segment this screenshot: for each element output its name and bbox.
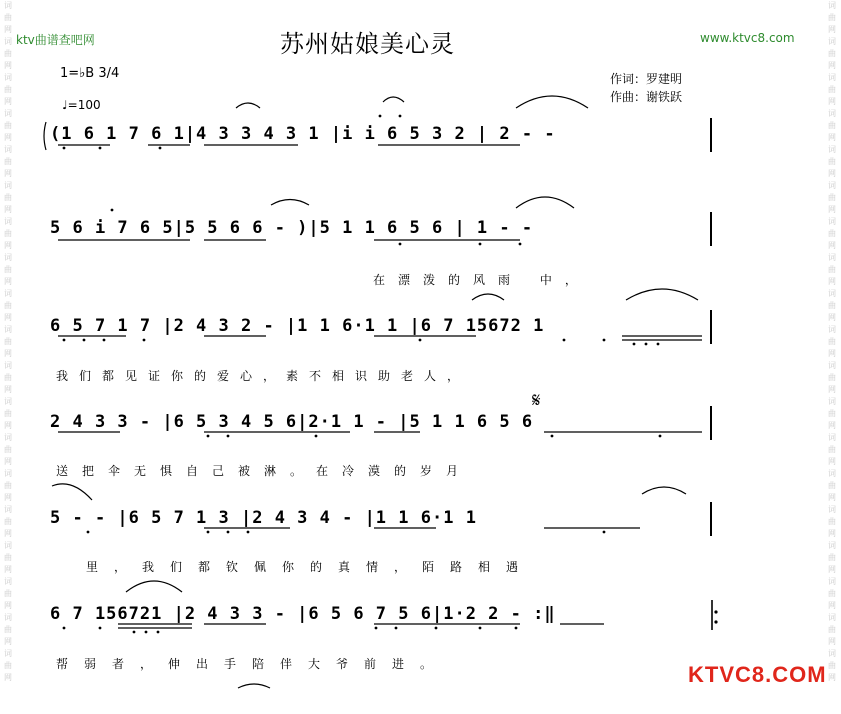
slur-arc bbox=[516, 96, 588, 108]
watermark-glyph: 网 bbox=[4, 25, 12, 34]
watermark-glyph: 曲 bbox=[4, 121, 12, 130]
watermark-glyph: 曲 bbox=[4, 373, 12, 382]
watermark-glyph: 网 bbox=[828, 421, 836, 430]
watermark-glyph: 词 bbox=[828, 37, 836, 46]
watermark-glyph: 网 bbox=[4, 637, 12, 646]
watermark-glyph: 网 bbox=[828, 169, 836, 178]
watermark-glyph: 词 bbox=[4, 181, 12, 190]
octave-dots bbox=[63, 115, 718, 634]
watermark-glyph: 曲 bbox=[828, 661, 836, 670]
watermark-glyph: 网 bbox=[828, 133, 836, 142]
slur-arc bbox=[52, 484, 92, 500]
watermark-glyph: 曲 bbox=[828, 337, 836, 346]
watermark-glyph: 网 bbox=[4, 457, 12, 466]
watermark-glyph: 网 bbox=[828, 25, 836, 34]
watermark-glyph: 曲 bbox=[4, 301, 12, 310]
watermark-glyph: 词 bbox=[828, 469, 836, 478]
watermark-glyph: 曲 bbox=[4, 445, 12, 454]
watermark-glyph: 曲 bbox=[828, 301, 836, 310]
watermark-glyph: 词 bbox=[4, 1, 12, 10]
score-row-1: (1 6 1 7 6 1|4 3 3 4 3 1 |i i 6 5 3 2 | 2 - - bbox=[50, 124, 556, 144]
watermark-glyph: 词 bbox=[828, 361, 836, 370]
watermark-glyph: 词 bbox=[4, 433, 12, 442]
watermark-glyph: 词 bbox=[4, 289, 12, 298]
tempo-marking: ♩=100 bbox=[62, 98, 101, 112]
watermark-glyph: 词 bbox=[4, 253, 12, 262]
watermark-glyph: 曲 bbox=[4, 409, 12, 418]
watermark-glyph: 词 bbox=[4, 145, 12, 154]
slur-arc bbox=[236, 103, 260, 108]
watermark-glyph: 曲 bbox=[4, 85, 12, 94]
slur-arc bbox=[271, 200, 309, 206]
watermark-glyph: 曲 bbox=[828, 625, 836, 634]
watermark-glyph: 网 bbox=[828, 349, 836, 358]
watermark-glyph: 词 bbox=[828, 505, 836, 514]
score-row-2: 5 6 i 7 6 5|5 5 6 6 - )|5 1 1 6 5 6 | 1 - - bbox=[50, 218, 534, 238]
segno-sign: 𝄋 bbox=[532, 388, 541, 412]
watermark-glyph: 曲 bbox=[4, 229, 12, 238]
watermark-glyph: 词 bbox=[828, 613, 836, 622]
watermark-glyph: 曲 bbox=[828, 85, 836, 94]
watermark-glyph: 词 bbox=[4, 325, 12, 334]
watermark-glyph: 网 bbox=[4, 313, 12, 322]
watermark-glyph: 网 bbox=[828, 457, 836, 466]
watermark-glyph: 曲 bbox=[828, 445, 836, 454]
lyric-row-4: 送把伞无惧自己被淋。在冷漠的岁月 bbox=[56, 464, 473, 478]
watermark-glyph: 网 bbox=[4, 61, 12, 70]
watermark-glyph: 网 bbox=[828, 529, 836, 538]
watermark-glyph: 曲 bbox=[828, 13, 836, 22]
watermark-glyph: 词 bbox=[4, 361, 12, 370]
watermark-glyph: 网 bbox=[4, 565, 12, 574]
lyric-row-6: 帮弱者，伸出手陪伴大爷前进。 bbox=[56, 657, 449, 671]
watermark-glyph: 词 bbox=[4, 397, 12, 406]
watermark-glyph: 网 bbox=[4, 349, 12, 358]
watermark-glyph: 词 bbox=[828, 253, 836, 262]
watermark-glyph: 曲 bbox=[4, 553, 12, 562]
bracket-open bbox=[44, 122, 46, 150]
watermark-glyph: 曲 bbox=[4, 157, 12, 166]
watermark-glyph: 网 bbox=[4, 241, 12, 250]
watermark-glyph: 网 bbox=[4, 421, 12, 430]
watermark-glyph: 曲 bbox=[828, 589, 836, 598]
lyric-row-2: 在漂泼的风雨 中， bbox=[373, 273, 590, 287]
watermark-glyph: 曲 bbox=[4, 661, 12, 670]
watermark-glyph: 曲 bbox=[828, 481, 836, 490]
slur-arc bbox=[383, 97, 404, 102]
site-url-right[interactable]: www.ktvc8.com bbox=[700, 31, 795, 45]
lyric-row-3: 我们都见证你的爱心，素不相识助老人， bbox=[56, 369, 471, 383]
watermark-glyph: 词 bbox=[828, 649, 836, 658]
watermark-glyph: 网 bbox=[4, 601, 12, 610]
watermark-glyph: 词 bbox=[4, 37, 12, 46]
watermark-glyph: 曲 bbox=[828, 121, 836, 130]
watermark-glyph: 网 bbox=[828, 97, 836, 106]
watermark-glyph: 网 bbox=[4, 133, 12, 142]
lyric-row-5: 里，我们都钦佩你的真情，陌路相遇 bbox=[86, 560, 535, 574]
slur-arc bbox=[516, 197, 574, 208]
score-row-5: 5 - - |6 5 7 1 3 |2 4 3 4 - |1 1 6·1 1 bbox=[50, 508, 477, 528]
score-row-4: 2 4 3 3 - |6 5 3 4 5 6|2·1 1 - |5 1 1 6 5 6 bbox=[50, 412, 534, 432]
watermark-glyph: 词 bbox=[828, 541, 836, 550]
watermark-glyph: 曲 bbox=[4, 265, 12, 274]
watermark-glyph: 网 bbox=[4, 493, 12, 502]
watermark-glyph: 网 bbox=[4, 277, 12, 286]
watermark-glyph: 网 bbox=[828, 277, 836, 286]
slur-arc bbox=[642, 487, 686, 494]
watermark-glyph: 词 bbox=[4, 541, 12, 550]
watermark-glyph: 词 bbox=[4, 577, 12, 586]
watermark-glyph: 词 bbox=[828, 73, 836, 82]
watermark-glyph: 词 bbox=[828, 1, 836, 10]
watermark-glyph: 曲 bbox=[4, 481, 12, 490]
watermark-glyph: 词 bbox=[4, 613, 12, 622]
watermark-glyph: 曲 bbox=[4, 625, 12, 634]
watermark-glyph: 曲 bbox=[828, 517, 836, 526]
watermark-glyph: 词 bbox=[828, 181, 836, 190]
watermark-glyph: 曲 bbox=[828, 373, 836, 382]
watermark-glyph: 曲 bbox=[4, 517, 12, 526]
watermark-glyph: 网 bbox=[828, 313, 836, 322]
slur-arc bbox=[126, 581, 182, 592]
watermark-glyph: 网 bbox=[828, 241, 836, 250]
ktvc8-logo[interactable]: KTVC8.COM bbox=[688, 662, 827, 687]
watermark-glyph: 词 bbox=[828, 397, 836, 406]
watermark-glyph: 词 bbox=[4, 469, 12, 478]
watermark-glyph: 网 bbox=[828, 601, 836, 610]
watermark-glyph: 网 bbox=[828, 565, 836, 574]
watermark-glyph: 网 bbox=[4, 169, 12, 178]
watermark-glyph: 曲 bbox=[828, 265, 836, 274]
watermark-glyph: 网 bbox=[4, 673, 12, 682]
score-row-3: 6 5 7 1 7 |2 4 3 2 - |1 1 6·1 1 |6 7 15672 1 bbox=[50, 316, 545, 336]
watermark-glyph: 网 bbox=[828, 493, 836, 502]
song-title: 苏州姑娘美心灵 bbox=[280, 30, 455, 58]
site-name-left[interactable]: ktv曲谱查吧网 bbox=[16, 33, 95, 47]
watermark-glyph: 词 bbox=[828, 217, 836, 226]
watermark-glyph: 词 bbox=[828, 289, 836, 298]
watermark-glyph: 网 bbox=[4, 385, 12, 394]
watermark-glyph: 曲 bbox=[4, 337, 12, 346]
watermark-glyph: 词 bbox=[4, 217, 12, 226]
watermark-glyph: 词 bbox=[4, 73, 12, 82]
composer-credit: 作曲：谢铁跃 bbox=[610, 90, 683, 104]
watermark-glyph: 词 bbox=[828, 109, 836, 118]
watermark-glyph: 曲 bbox=[828, 193, 836, 202]
watermark-glyph: 词 bbox=[4, 505, 12, 514]
watermark-glyph: 曲 bbox=[828, 553, 836, 562]
watermark-glyph: 曲 bbox=[828, 157, 836, 166]
watermark-glyph: 词 bbox=[828, 145, 836, 154]
slur-arc bbox=[238, 684, 270, 688]
watermark-glyph: 曲 bbox=[4, 13, 12, 22]
watermark-glyph: 词 bbox=[828, 433, 836, 442]
watermark-glyph: 曲 bbox=[4, 589, 12, 598]
slur-arc bbox=[472, 294, 504, 300]
watermark-glyph: 曲 bbox=[4, 49, 12, 58]
key-signature: 1=♭B 3/4 bbox=[60, 66, 120, 81]
score-row-6: 6 7 156721 |2 4 3 3 - |6 5 6 7 5 6|1·2 2 - :‖ bbox=[50, 604, 556, 624]
watermark-glyph: 网 bbox=[828, 637, 836, 646]
watermark-glyph: 曲 bbox=[828, 49, 836, 58]
watermark-glyph: 曲 bbox=[828, 229, 836, 238]
watermark-glyph: 网 bbox=[4, 97, 12, 106]
watermark-glyph: 网 bbox=[4, 529, 12, 538]
watermark-glyph: 曲 bbox=[4, 193, 12, 202]
beam-lines bbox=[58, 145, 712, 630]
lyricist-credit: 作词：罗建明 bbox=[610, 72, 683, 86]
watermark-glyph: 网 bbox=[828, 205, 836, 214]
watermark-glyph: 网 bbox=[828, 673, 836, 682]
watermark-glyph: 词 bbox=[828, 577, 836, 586]
watermark-glyph: 词 bbox=[828, 325, 836, 334]
watermark-glyph: 词 bbox=[4, 109, 12, 118]
watermark-glyph: 网 bbox=[828, 385, 836, 394]
slur-arc bbox=[626, 289, 698, 300]
watermark-glyph: 词 bbox=[4, 649, 12, 658]
watermark-glyph: 曲 bbox=[828, 409, 836, 418]
watermark-glyph: 网 bbox=[4, 205, 12, 214]
watermark-glyph: 网 bbox=[828, 61, 836, 70]
